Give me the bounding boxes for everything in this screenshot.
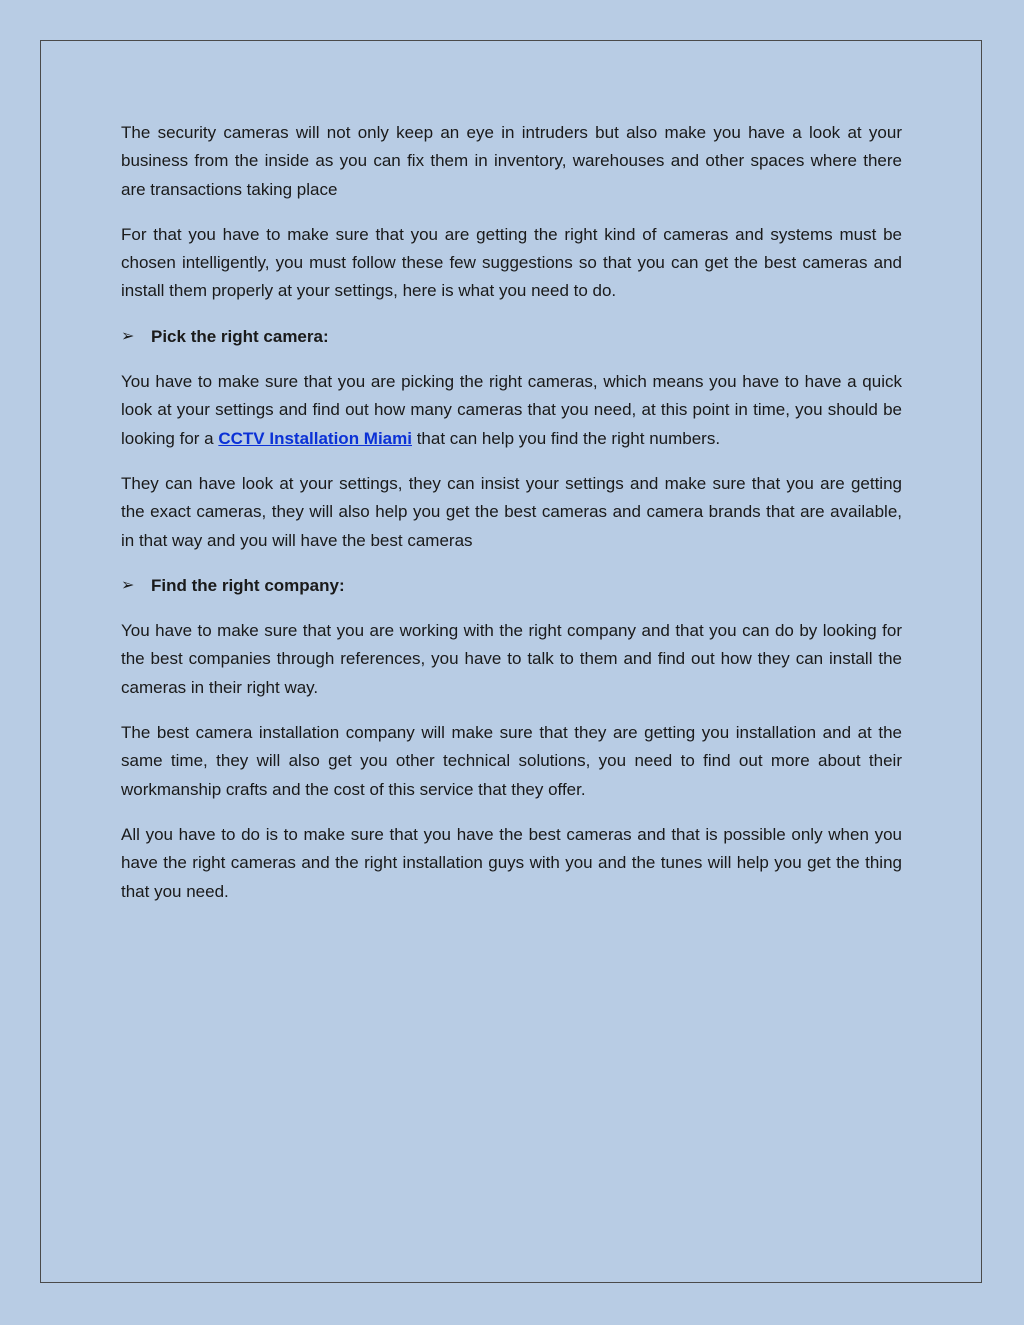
- pick-camera-paragraph: [121, 368, 902, 453]
- document-body: [121, 119, 902, 923]
- suggestions-paragraph: For that you have to make sure that you are getting the right kind of cameras and systems must be chosen intelligently, you must follow these few suggestions so that you can get the best cameras and install them properly at your settings, here is what you need to do.: [121, 224, 902, 301]
- find-company-paragraph: You have to make sure that you are working with the right company and that you can do by looking for the best companies through references, you have to talk to them and find out how they can install the cameras in their right way.: [121, 621, 902, 697]
- heading-text: Find the right company:: [151, 575, 345, 595]
- arrow-bullet-icon: ➢: [121, 576, 135, 594]
- installation-company-paragraph: The best camera installation company will make sure that they are getting you installation and at the same time, they will also get you other technical solutions, you need to find out more about their workmanship crafts and the cost of this service that they offer.: [121, 723, 902, 799]
- conclusion-paragraph: All you have to do is to make sure that you have the best cameras and that is possible only when you have the right cameras and the right installation guys with you and the tunes will help you get the thing that you need.: [121, 824, 902, 901]
- arrow-bullet-icon: ➢: [121, 327, 135, 345]
- paragraph-text: You have to make sure that you are picking the right cameras, which means you have to have a quick look at your settings and find out how many cameras that you need, at this point in time, you should be looking for a: [121, 372, 902, 448]
- paragraph-text: that can help you find the right numbers.: [411, 428, 721, 448]
- settings-paragraph: They can have look at your settings, they can insist your settings and make sure that you are getting the exact cameras, they will also help you get the best cameras and camera brands that are available, in that way and you will have the best cameras: [121, 473, 902, 550]
- heading-find-company: [121, 572, 902, 600]
- heading-text: Pick the right camera:: [151, 326, 329, 346]
- cctv-installation-miami-link[interactable]: CCTV Installation Miami: [218, 428, 412, 448]
- heading-pick-camera: [121, 323, 902, 351]
- intro-paragraph: The security cameras will not only keep an eye in intruders but also make you have a look at your business from the inside as you can fix them in inventory, warehouses and other spaces where there are transactions taking place: [121, 123, 902, 199]
